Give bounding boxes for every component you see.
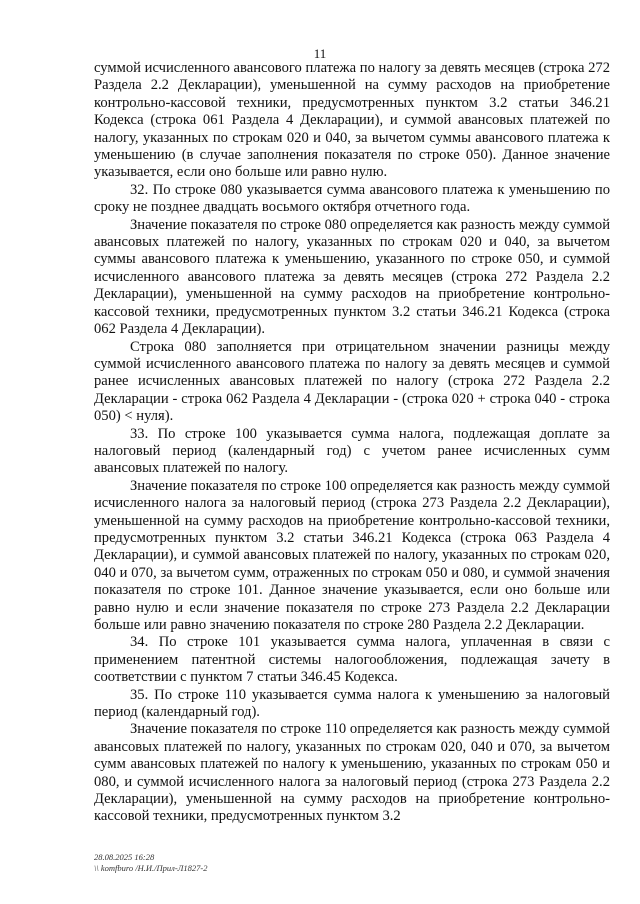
- paragraph: Значение показателя по строке 100 определяется как разность между суммой исчисленного налога за налоговый период (строка 273 Раздела 2.2 Декларации), уменьшенной на сумму расходов на приобретение контрольно-кассовой техники, предусмотренных пунктом 3.2 статьи 346.21 Кодекса (строка 063 Раздела 4 Декларации), и суммой авансовых платежей по налогу, указанных по строкам 020, 040 и 070, за вычетом сумм, отраженных по строкам 050 и 080, и суммой значения показателя по строке 101. Данное значение указывается, если оно больше или равно нулю и если значение показателя по строке 273 Раздела 2.2 Декларации больше или равно значению показателя по строке 280 Раздела 2.2 Декларации.: [94, 477, 611, 633]
- paragraph: Значение показателя по строке 110 определяется как разность между суммой авансовых платежей по налогу, указанных по строкам 020, 040 и 070, за вычетом сумм авансовых платежей по налогу к уменьшению, указанных по строкам 050 и 080, и суммой исчисленного налога за налоговый период (строка 273 Раздела 2.2 Декларации), уменьшенной на сумму расходов на приобретение контрольно-кассовой техники, предусмотренных пунктом 3.2: [94, 721, 610, 825]
- paragraph: Значение показателя по строке 080 определяется как разность между суммой авансовых платежей по налогу, указанных по строкам 020 и 040, за вычетом суммы авансового платежа к уменьшению, указанного по строке 050, и суммой исчисленного авансового платежа за девять месяцев (строка 272 Раздела 2.2 Декларации), уменьшенной на сумму расходов на приобретение контрольно-кассовой техники, предусмотренных пунктом 3.2 статьи 346.21 Кодекса (строка 062 Раздела 4 Декларации).: [94, 216, 611, 338]
- paragraph: суммой исчисленного авансового платежа по налогу за девять месяцев (строка 272 Раздела 2.2 Декларации), уменьшенной на сумму расходов на приобретение контрольно-кассовой техники, предусмотренных пунктом 3.2 статьи 346.21 Кодекса (строка 061 Раздела 4 Декларации), и суммой авансовых платежей по налогу, указанных по строкам 020 и 040, за вычетом суммы авансового платежа к уменьшению (в случае заполнения показателя по строке 050). Данное значение указывается, если оно больше или равно нулю.: [94, 60, 610, 181]
- footer-file-path: \\ komfburo /Н.И./Прил-Л1827-2: [94, 863, 208, 873]
- paragraph: 34. По строке 101 указывается сумма налога, уплаченная в связи с применением патентной системы налогообложения, подлежащая зачету в соответствии с пунктом 7 статьи 346.45 Кодекса.: [94, 634, 610, 686]
- paragraph: 33. По строке 100 указывается сумма налога, подлежащая доплате за налоговый период (календарный год) с учетом ранее исчисленных сумм авансовых платежей по налогу.: [94, 425, 610, 477]
- footer-timestamp: 28.08.2025 16:28: [94, 852, 155, 862]
- page-number: 11: [313, 46, 327, 61]
- paragraph: 32. По строке 080 указывается сумма авансового платежа к уменьшению по сроку не позднее двадцать восьмого октября отчетного года.: [94, 181, 610, 216]
- paragraph: 35. По строке 110 указывается сумма налога к уменьшению за налоговый период (календарный год).: [94, 686, 610, 721]
- footer: [94, 852, 208, 874]
- paragraph: Строка 080 заполняется при отрицательном значении разницы между суммой исчисленного авансового платежа по налогу за девять месяцев и суммой ранее исчисленных авансовых платежей по налогу (строка 272 Раздела 2.2 Декларации - строка 062 Раздела 4 Декларации - (строка 020 + строка 040 - строка 050) < нуля).: [94, 338, 610, 425]
- document-body: [94, 60, 610, 826]
